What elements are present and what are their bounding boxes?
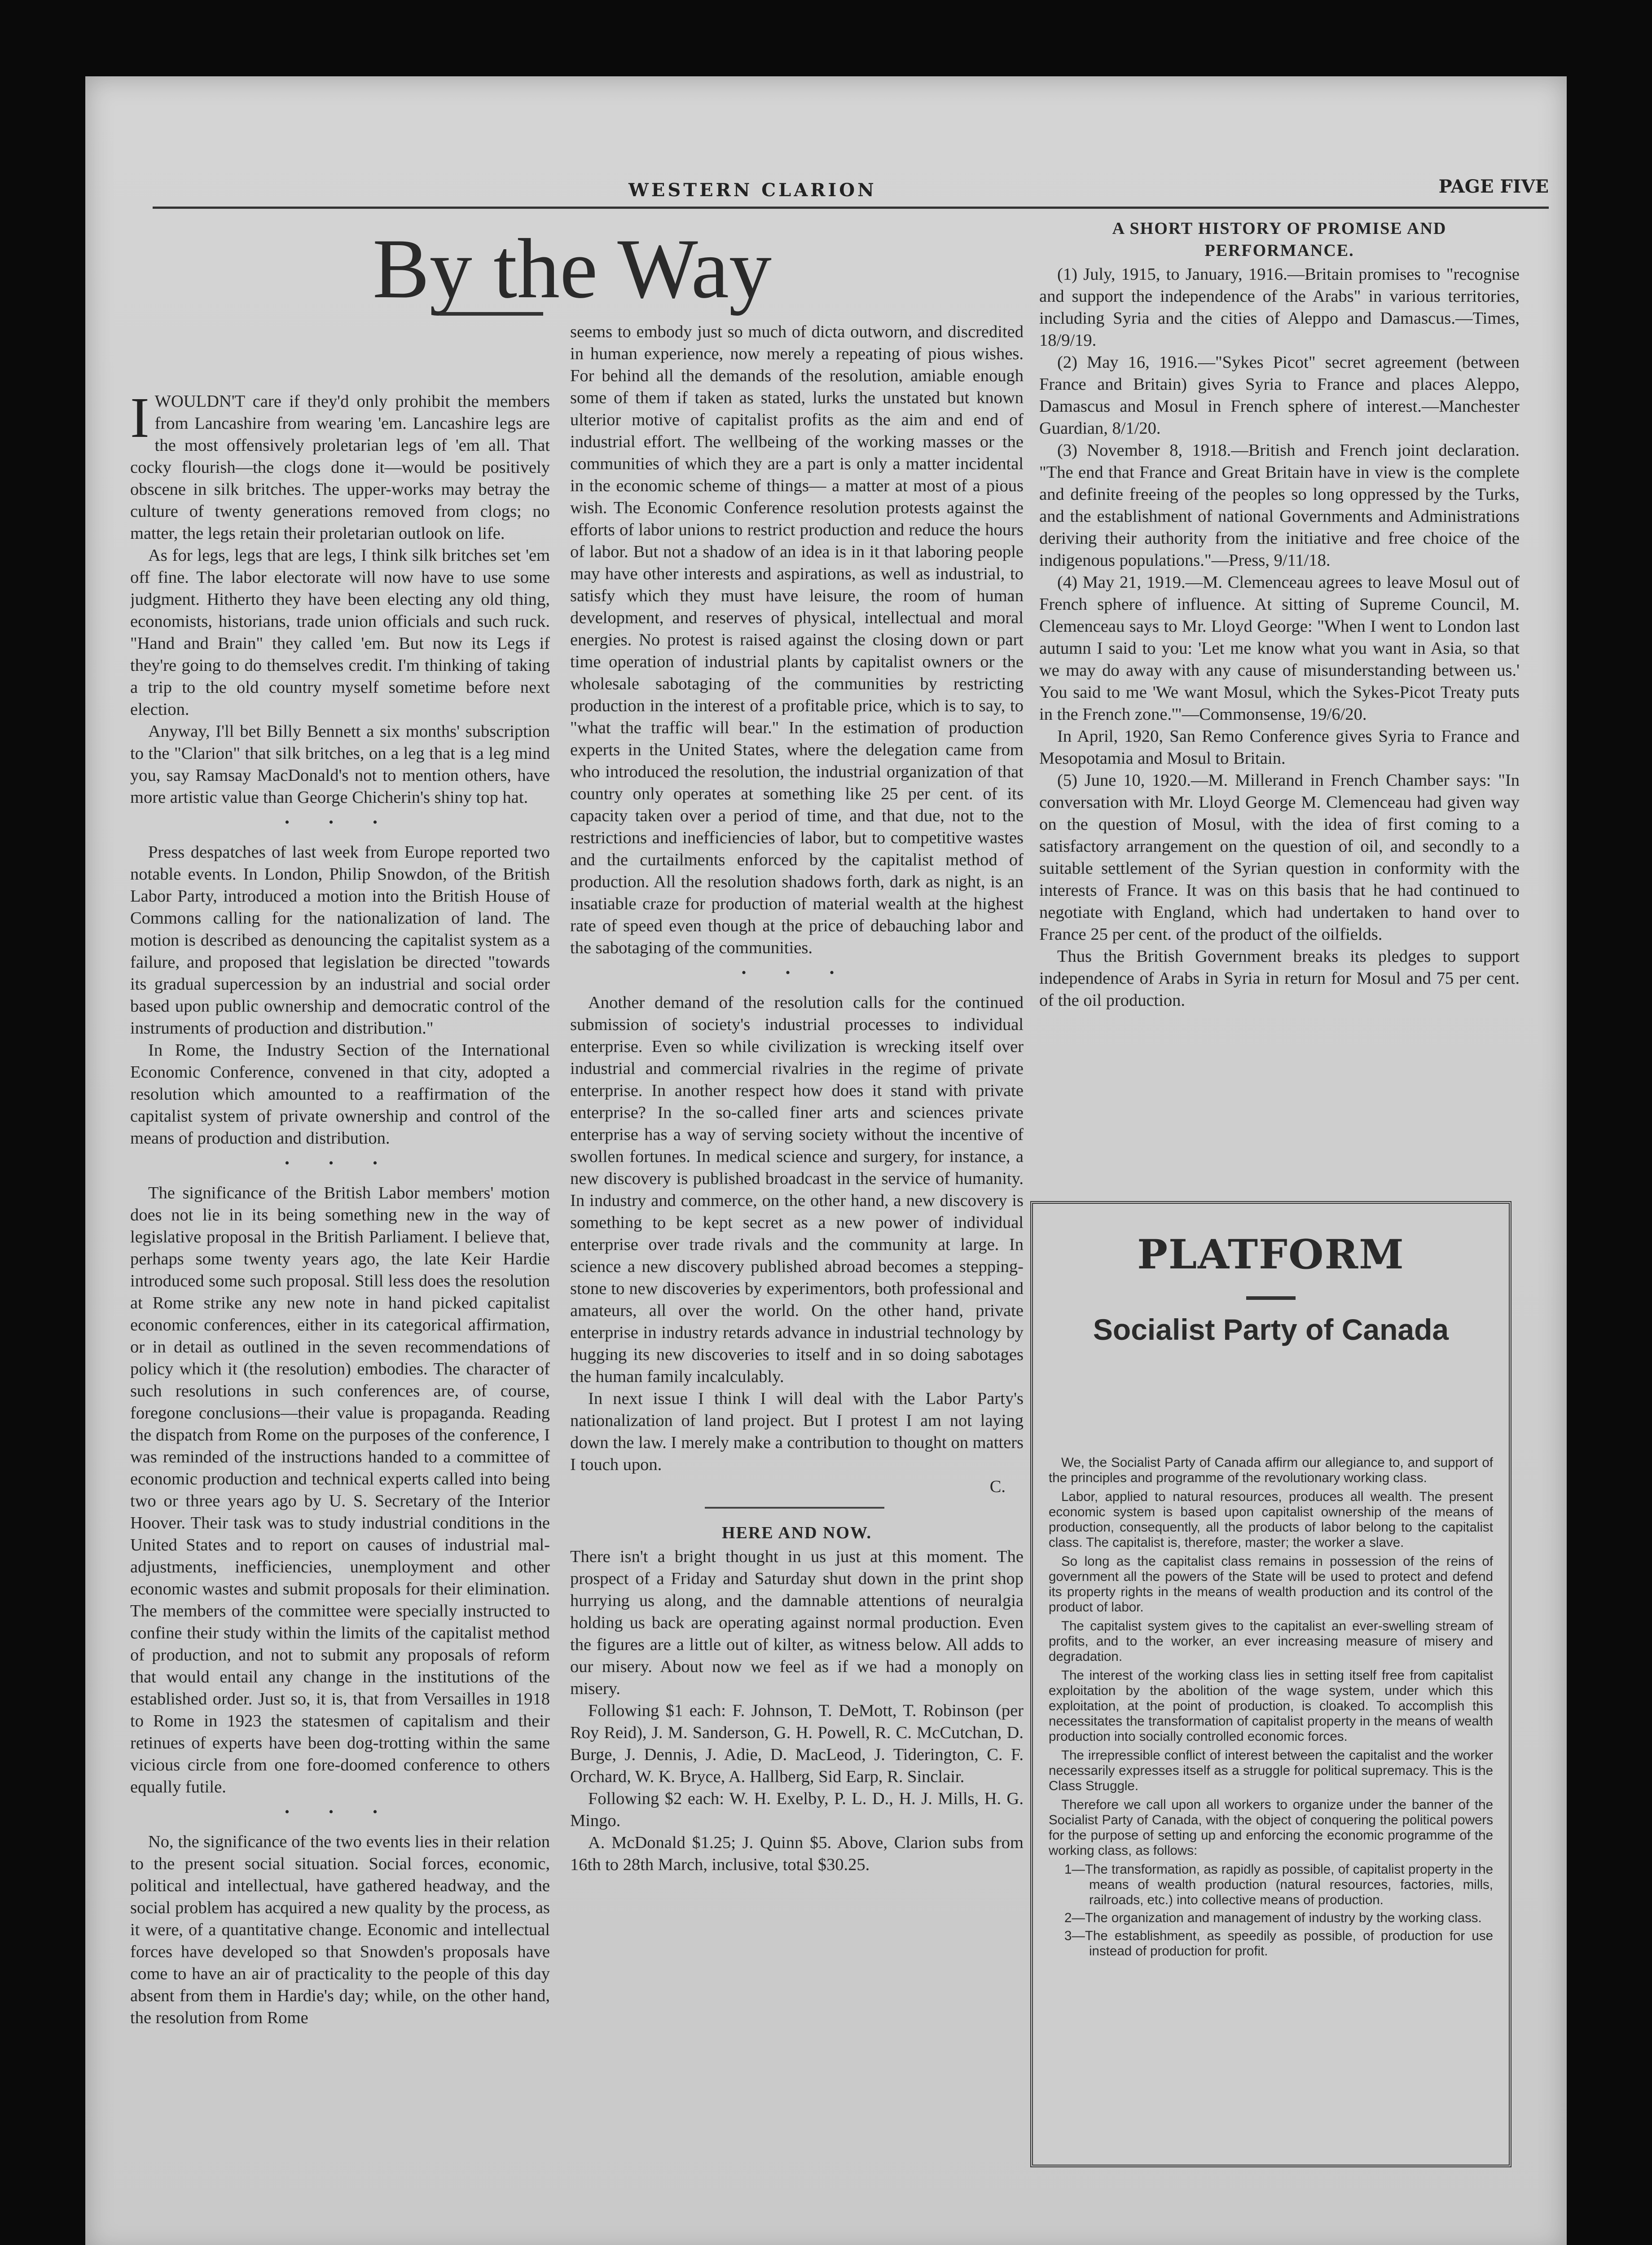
paragraph: (2) May 16, 1916.—"Sykes Picot" secret agreement (between France and Britain) gives Syria to France and places Aleppo, Damascus and Mosul in French sphere of interest.—Manchester Guardian, 8/1/20.: [1039, 353, 1520, 438]
column-1: [130, 391, 550, 2164]
title-underline: [440, 312, 543, 316]
platform-box: [1030, 1201, 1511, 2167]
platform-paragraph: The interest of the working class lies in setting itself free from capitalist exploitation by the abolition of the wage system, under which this exploitation, at the point of production, is cloaked. To accomplish this necessitates the transformation of capitalist property in the means of wealth production into socially controlled economic forces.: [1049, 1668, 1493, 1744]
section-divider: • • •: [741, 965, 852, 980]
platform-paragraph: Labor, applied to natural resources, produces all wealth. The present economic system is based upon capitalist ownership of the means of production, consequently, all the products of labor belong to the capitalist class. The capitalist is, therefore, master; the worker a slave.: [1049, 1489, 1493, 1550]
drop-cap: I: [130, 391, 149, 449]
paragraph: (5) June 10, 1920.—M. Millerand in French Chamber says: "In conversation with Mr. Lloyd George M. Clemenceau had given way on the question of Mosul, with the idea of first coming to a satisfactory arrangement on the question of oil, and secondly to a suitable settlement of the Syrian question in conformity with the interests of France. It was on this basis that he had continued to negotiate with England, which had undertaken to hand over to France 25 per cent. of the product of the oilfields.: [1039, 771, 1520, 944]
paragraph: WOULDN'T care if they'd only prohibit the members from Lancashire from wearing 'em. Lancashire legs are the most offensively proletarian legs of 'em all. That cocky flourish—the clogs done it—would be positively obscene in silk britches. The upper-works may betray the culture of twenty generations removed from clogs; no matter, the legs retain their proletarian outlook on life.: [130, 392, 550, 543]
page-header: [85, 176, 1567, 211]
section-divider: • • •: [285, 1156, 395, 1171]
programme-list: [1049, 1862, 1493, 1959]
history-heading: A SHORT HISTORY OF PROMISE AND PERFORMANCE.: [1112, 219, 1447, 260]
paragraph: Anyway, I'll bet Billy Bennett a six months' subscription to the "Clarion" that silk britches, on a leg that is a leg mind you, say Ramsay MacDonald's not to mention others, have more artistic value than George Chicherin's shiny top hat.: [130, 722, 550, 807]
section-divider: • • •: [285, 815, 395, 830]
paragraph: (3) November 8, 1918.—British and French joint declaration. "The end that France and Great Britain have in view is the complete and definite freeing of the peoples so long oppressed by the Turks, and the establishment of national Governments and Administrations deriving their authority from the initiative and free choice of the indigenous populations."—Press, 9/11/18.: [1039, 441, 1520, 570]
paragraph: In next issue I think I will deal with the Labor Party's nationalization of land project. But I protest I am not laying down the law. I merely make a contribution to thought on matters I touch upon.: [570, 1389, 1024, 1474]
paragraph: There isn't a bright thought in us just at this moment. The prospect of a Friday and Saturday shut down in the print shop hurrying us along, and the damnable attentions of neuralgia holding us back are operating against normal production. Even the figures are a little out of kilter, as witness below. All adds to our misery. About now we feel as if we had a monoply on misery.: [570, 1547, 1024, 1698]
list-item: 3—The establishment, as speedily as possible, of production for use instead of production for profit.: [1064, 1928, 1493, 1959]
header-rule: [153, 207, 1549, 209]
section-rule: [705, 1507, 884, 1509]
platform-rule: [1246, 1296, 1296, 1300]
paragraph: seems to embody just so much of dicta outworn, and discredited in human experience, now merely a repeating of pious wishes. For behind all the demands of the resolution, amiable enough some of them if taken as stated, lurks the unstated but known ulterior motive of capitalist profits as the aim and end of industrial effort. The wellbeing of the working masses or the communities of which they are a part is only a matter incidental in the economic scheme of things— a matter at most of a pious wish. The Economic Conference resolution protests against the efforts of labor unions to restrict production and reduce the hours of labor. But not a shadow of an idea is in it that laboring people may have other interests and aspirations, as well as industrial, to satisfy which they must have leisure, the room of human development, and reserves of physical, intellectual and moral energies. No protest is raised against the closing down or part time operation of industrial plants by capitalist owners or the wholesale sabotaging of the communities by restricting production in the interest of a profitable price, which is to say, to "what the traffic will bear." In the estimation of production experts in the United States, where the delegation came from who introduced the resolution, the industrial organization of that country only operates at something like 25 per cent. of its capacity taken over a period of time, and that due, not to the restrictions and inefficiencies of labor, but to competitive wastes and the curtailments enforced by the capitalist method of production. All the resolution shadows forth, dark as night, is an insatiable craze for production of material wealth at the highest rate of speed even though at the price of debauching labor and the sabotaging of the communities.: [570, 322, 1024, 957]
paragraph: No, the significance of the two events lies in their relation to the present social situation. Social forces, economic, political and intellectual, have gathered headway, and the social problem has acquired a new quality by the process, as it were, of a quantitative change. Economic and intellectual forces have developed so that Snowden's proposals have come to have an air of practicality to the people of this day absent from them in Hardie's day; while, on the other hand, the resolution from Rome: [130, 1832, 550, 2027]
column-3: [1039, 218, 1520, 1268]
signature: C.: [989, 1477, 1006, 1496]
paragraph: The significance of the British Labor members' motion does not lie in its being something new in the way of legislative proposal in the British Parliament. I believe that, perhaps some twenty years ago, the late Keir Hardie introduced some such proposal. Still less does the resolution at Rome strike any new note in hand picked capitalist economic conferences, either in its categorical affirmation, or in detail as outlined in the seven recommendations of policy which it (the resolution) embodies. The character of such resolutions in such conferences are, of course, foregone conclusions—their value is propaganda. Reading the dispatch from Rome on the purposes of the conference, I was reminded of the instructions handed to a committee of economic production and technical experts called into being two or three years ago by U. S. Secretary of the Interior Hoover. Their task was to study industrial conditions in the United States and to report on causes of industrial mal-adjustments, inefficiencies, unemployment and other economic wastes and submit proposals for their elimination. The members of the committee were specially instructed to confine their study within the limits of the capitalist method of production, and not to submit any proposals of reform that would entail any change in the institutions of the established order. Just so, it is, that from Versailles in 1918 to Rome in 1923 the statesmen of capitalism and their retinues of experts have been dog-trotting within the same vicious circle from one fore-doomed conference to others equally futile.: [130, 1184, 550, 1796]
paragraph: Thus the British Government breaks its pledges to support independence of Arabs in Syria in return for Mosul and 75 per cent. of the oil production.: [1039, 947, 1520, 1010]
paragraph: Following $1 each: F. Johnson, T. DeMott, T. Robinson (per Roy Reid), J. M. Sanderson, G. H. Powell, R. C. McCutchan, D. Burge, J. Dennis, J. Adie, D. MacLeod, J. Tiderington, C. F. Orchard, W. K. Bryce, A. Hallberg, Sid Earp, R. Sinclair.: [570, 1701, 1024, 1786]
party-name: Socialist Party of Canada: [1093, 1313, 1449, 1346]
platform-paragraph: We, the Socialist Party of Canada affirm our allegiance to, and support of the principles and programme of the revolutionary working class.: [1049, 1455, 1493, 1485]
list-item: 2—The organization and management of industry by the working class.: [1064, 1910, 1482, 1925]
column-2: [570, 321, 1024, 2184]
paragraph: In April, 1920, San Remo Conference gives Syria to France and Mesopotamia and Mosul to Britain.: [1039, 727, 1520, 768]
list-item: 1—The transformation, as rapidly as possible, of capitalist property in the means of wealth production (natural resources, factories, mills, railroads, etc.) into collective means of production.: [1064, 1862, 1493, 1907]
paragraph: A. McDonald $1.25; J. Quinn $5. Above, Clarion subs from 16th to 28th March, inclusive, total $30.25.: [570, 1833, 1024, 1874]
paragraph: Press despatches of last week from Europe reported two notable events. In London, Philip Snowdon, of the British Labor Party, introduced a motion into the British House of Commons calling for the nationalization of land. The motion is described as denouncing the capitalist system as a failure, and proposed that legislation be directed "towards its gradual supercession by an industrial and social order based upon public ownership and democratic control of the instruments of production and distribution.": [130, 843, 550, 1038]
newspaper-page: [85, 76, 1567, 2245]
platform-heading: PLATFORM: [1137, 1231, 1405, 1278]
platform-paragraph: The irrepressible conflict of interest between the capitalist and the worker necessarily expresses itself as a struggle for political supremacy. This is the Class Struggle.: [1049, 1748, 1493, 1793]
here-and-now-heading: HERE AND NOW.: [722, 1523, 872, 1542]
paragraph: (4) May 21, 1919.—M. Clemenceau agrees to leave Mosul out of French sphere of influence. At sitting of Supreme Council, M. Clemenceau says to Mr. Lloyd George: "When I went to London last autumn I said to you: 'Let me know what you want in Asia, so that we may do away with any cause of misunderstanding between us.' You said to me 'We want Mosul, which the Sykes-Picot Treaty puts in the French zone.'"—Commonsense, 19/6/20.: [1039, 573, 1520, 724]
article-title: By the Way: [373, 222, 772, 316]
paragraph: (1) July, 1915, to January, 1916.—Britain promises to "recognise and support the independence of the Arabs" in various territories, including Syria and the cities of Aleppo and Damascus.—Times, 18/9/19.: [1039, 265, 1520, 350]
paragraph: In Rome, the Industry Section of the International Economic Conference, convened in that city, adopted a resolution which amounted to a reaffirmation of the capitalist system of private ownership and control of the means of production and distribution.: [130, 1041, 550, 1148]
platform-body: [1049, 1455, 1493, 1962]
paragraph: Another demand of the resolution calls for the continued submission of society's industrial processes to individual enterprise. Even so while civilization is wrecking itself over industrial and commercial rivalries in the regime of private enterprise. In another respect how does it stand with private enterprise? In the so-called finer arts and sciences private enterprise has a way of serving society without the incentive of swollen fortunes. In medical science and surgery, for instance, a new discovery is published broadcast in the service of humanity. In industry and commerce, on the other hand, a new discovery is something to be kept secret as a new power of individual enterprise over trade rivals and the community at large. In science a new discovery published abroad becomes a stepping-stone to new discoveries by experimentors, both professional and amateurs, all over the world. On the other hand, private enterprise in industry retards advance in industrial technology by hugging its new discoveries to itself and in so doing sabotages the human family incalculably.: [570, 993, 1024, 1386]
page-number: PAGE FIVE: [1438, 176, 1549, 197]
masthead: WESTERN CLARION: [628, 180, 877, 201]
platform-paragraph: So long as the capitalist class remains in possession of the reins of government all the powers of the State will be used to protect and defend its property rights in the means of wealth production and its control of the product of labor.: [1049, 1554, 1493, 1615]
section-divider: • • •: [285, 1805, 395, 1819]
paragraph: Following $2 each: W. H. Exelby, P. L. D., H. J. Mills, H. G. Mingo.: [570, 1789, 1024, 1830]
platform-paragraph: The capitalist system gives to the capitalist an ever-swelling stream of profits, and to the worker, an ever increasing measure of misery and degradation.: [1049, 1619, 1493, 1664]
platform-paragraph: Therefore we call upon all workers to organize under the banner of the Socialist Party of Canada, with the object of conquering the political powers for the purpose of setting up and enforcing the economic programme of the working class, as follows:: [1049, 1797, 1493, 1858]
paragraph: As for legs, legs that are legs, I think silk britches set 'em off fine. The labor electorate will now have to use some judgment. Hitherto they have been electing any old thing, economists, historians, trade union officials and such ruck. "Hand and Brain" they called 'em. But now its Legs if they're going to do themselves credit. I'm thinking of taking a trip to the old country myself sometime before next election.: [130, 546, 550, 719]
